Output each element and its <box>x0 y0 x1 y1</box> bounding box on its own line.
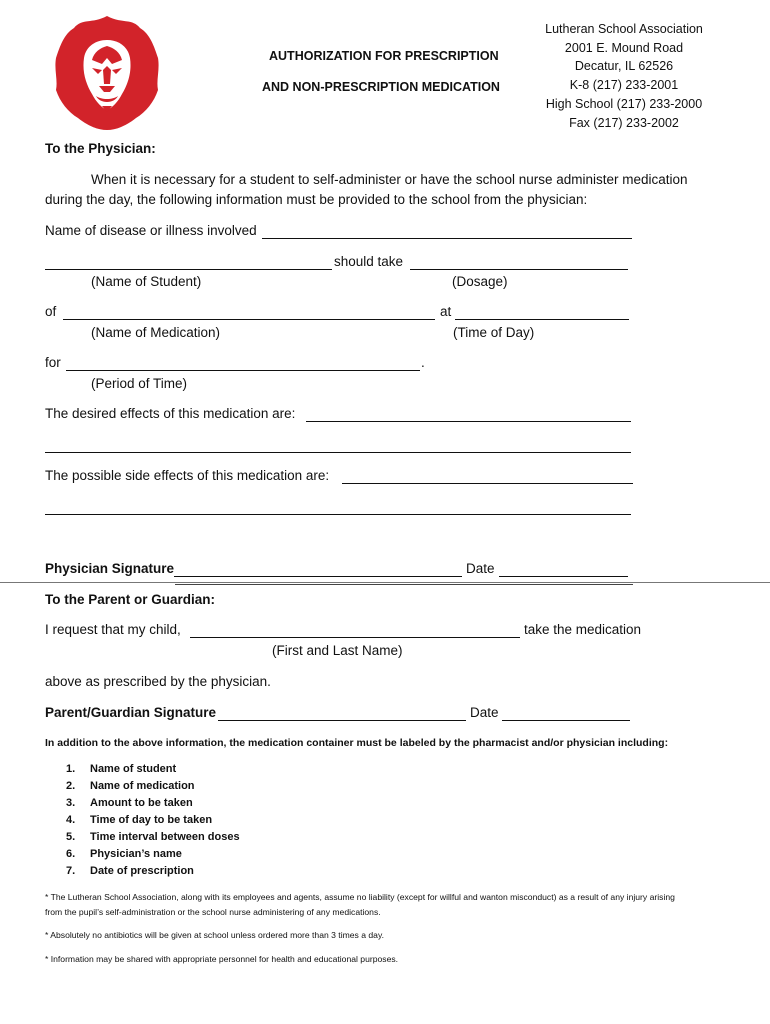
physician-date-label: Date <box>466 561 495 576</box>
physician-signature-field[interactable] <box>174 576 462 577</box>
information-note: * Information may be shared with appropriate personnel for health and educational purposes. <box>45 954 399 964</box>
parent-signature-field[interactable] <box>218 720 466 721</box>
student-name-field[interactable] <box>45 269 332 270</box>
container-intro: In addition to the above information, the medication container must be labeled by the pharmacist and/or physician including: <box>45 737 669 749</box>
disease-label: Name of disease or illness involved <box>45 223 257 238</box>
list-item: 5. Time interval between doses <box>66 831 240 843</box>
list-item: 1. Name of student <box>66 763 177 775</box>
dosage-caption: (Dosage) <box>452 274 508 289</box>
address-line: Fax (217) 233-2002 <box>569 115 679 130</box>
period-field[interactable] <box>66 370 420 371</box>
parent-signature-label: Parent/Guardian Signature <box>45 705 217 720</box>
time-of-day-field[interactable] <box>455 319 629 320</box>
container-label-list <box>66 761 240 880</box>
school-logo <box>52 14 162 132</box>
parent-date-label: Date <box>470 705 499 720</box>
address-line: 2001 E. Mound Road <box>564 40 684 55</box>
time-of-day-caption: (Time of Day) <box>453 325 535 340</box>
physician-heading: To the Physician: <box>45 141 156 156</box>
at-label: at <box>440 304 452 319</box>
intro-line1: When it is necessary for a student to self-administer or have the school nurse administer medication <box>91 172 688 187</box>
liability-line1: * The Lutheran School Association, along with its employees and agents, assume no liability (except for willful and wanton misconduct) as a result of any injury arising <box>45 892 675 902</box>
side-effects-label: The possible side effects of this medication are: <box>45 468 330 483</box>
desired-effects-field[interactable] <box>306 421 631 422</box>
liability-line2: from the pupil’s self-administration or the school nurse administering of any medications. <box>45 907 381 917</box>
disease-field[interactable] <box>262 238 632 239</box>
should-take-label: should take <box>334 254 404 269</box>
list-item: 7. Date of prescription <box>66 865 194 877</box>
request-suffix: take the medication <box>524 622 642 637</box>
list-item: 6. Physician’s name <box>66 848 182 860</box>
desired-effects-field-2[interactable] <box>45 452 631 453</box>
period-end: . <box>421 355 425 370</box>
address-line: Lutheran School Association <box>545 22 703 36</box>
parent-date-field[interactable] <box>502 720 630 721</box>
first-last-name-caption: (First and Last Name) <box>272 643 403 658</box>
child-name-field[interactable] <box>190 637 520 638</box>
name-of-medication-caption: (Name of Medication) <box>91 325 221 340</box>
form-title-line2: AND NON-PRESCRIPTION MEDICATION <box>262 80 500 94</box>
physician-date-field[interactable] <box>499 576 628 577</box>
intro-line2: during the day, the following information must be provided to the school from the physician: <box>45 192 588 207</box>
side-effects-field-2[interactable] <box>45 514 631 515</box>
parent-heading: To the Parent or Guardian: <box>45 592 216 607</box>
address-line: Decatur, IL 62526 <box>574 59 674 74</box>
section-divider-short <box>175 584 633 585</box>
address-line: K-8 (217) 233-2001 <box>569 78 679 93</box>
name-of-student-caption: (Name of Student) <box>91 274 202 289</box>
list-item: 3. Amount to be taken <box>66 797 193 809</box>
dosage-field[interactable] <box>410 269 628 270</box>
physician-signature-label: Physician Signature <box>45 561 175 576</box>
side-effects-field[interactable] <box>342 483 633 484</box>
antibiotics-note: * Absolutely no antibiotics will be given at school unless ordered more than 3 times a day. <box>45 930 385 940</box>
liability-note <box>45 890 735 920</box>
address-line: High School (217) 233-2000 <box>545 96 703 111</box>
section-divider <box>0 582 770 583</box>
medication-name-field[interactable] <box>63 319 435 320</box>
desired-effects-label: The desired effects of this medication are: <box>45 406 296 421</box>
for-label: for <box>45 355 61 370</box>
list-item: 2. Name of medication <box>66 780 195 792</box>
lion-head-icon <box>52 14 162 132</box>
list-item: 4. Time of day to be taken <box>66 814 213 826</box>
school-address <box>524 20 724 132</box>
period-of-time-caption: (Period of Time) <box>91 376 188 391</box>
of-label: of <box>45 304 57 319</box>
form-title-line1: AUTHORIZATION FOR PRESCRIPTION <box>269 49 499 63</box>
request-prefix: I request that my child, <box>45 622 181 637</box>
above-as-prescribed: above as prescribed by the physician. <box>45 674 271 689</box>
